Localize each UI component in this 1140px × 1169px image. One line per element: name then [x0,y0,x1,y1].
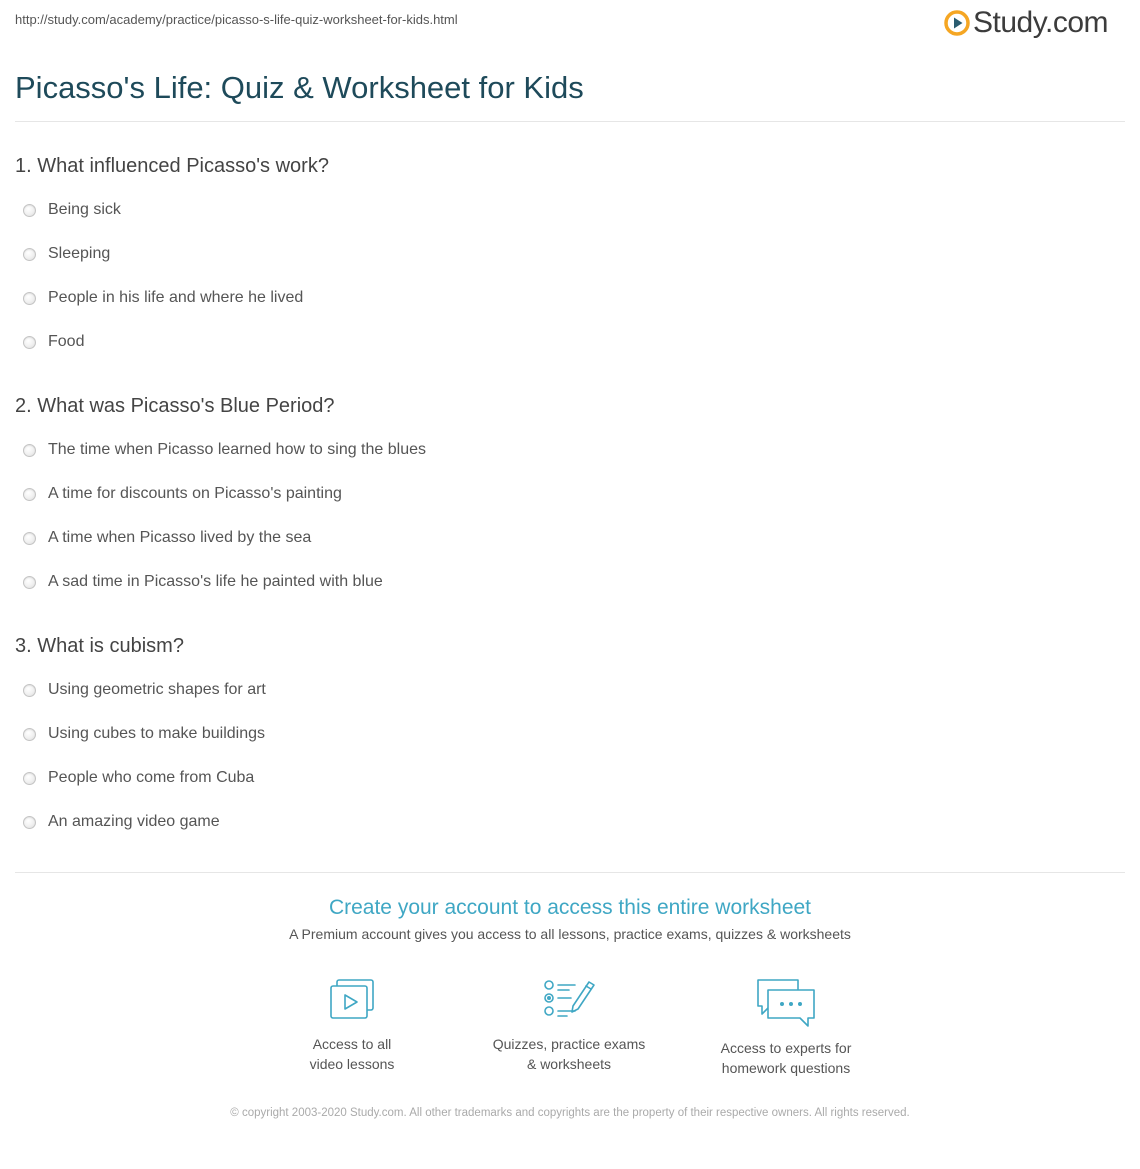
answer-option[interactable] [23,725,265,743]
copyright-footer: © copyright 2003-2020 Study.com. All other trademarks and copyrights are the property of their respective owners. All rights reserved. [230,1107,910,1119]
answer-option[interactable] [23,289,303,307]
radio-button[interactable] [23,336,36,349]
radio-button[interactable] [23,816,36,829]
question-3: 3. What is cubism? [15,635,184,657]
feature-label: homework questions [721,1060,851,1076]
page-title: Picasso's Life: Quiz & Worksheet for Kids [15,70,584,105]
feature-label: Quizzes, practice exams [492,1036,646,1052]
study-logo[interactable] [944,6,1108,40]
quiz-checklist-icon [541,976,597,1024]
answer-label: People who come from Cuba [48,769,255,786]
radio-button[interactable] [23,248,36,261]
answer-option[interactable] [23,333,84,351]
radio-button[interactable] [23,684,36,697]
video-lessons-icon [326,976,378,1024]
feature-quizzes [469,976,669,1074]
answer-option[interactable] [23,813,220,831]
feature-label: Access to all [312,1036,392,1052]
page-url: http://study.com/academy/practice/picasso-s-life-quiz-worksheet-for-kids.html [15,12,458,27]
radio-button[interactable] [23,292,36,305]
radio-button[interactable] [23,444,36,457]
top-bar [0,0,1140,60]
radio-button[interactable] [23,772,36,785]
cta-subtitle: A Premium account gives you access to all lessons, practice exams, quizzes & worksheets [289,926,851,942]
answer-label: A sad time in Picasso's life he painted with blue [48,573,383,590]
question-2: 2. What was Picasso's Blue Period? [15,395,335,417]
answer-label: A time when Picasso lived by the sea [48,529,312,546]
answer-label: Being sick [48,201,121,218]
chat-bubbles-icon [754,976,818,1028]
radio-button[interactable] [23,488,36,501]
radio-button[interactable] [23,576,36,589]
radio-button[interactable] [23,204,36,217]
answer-label: An amazing video game [48,813,220,830]
answer-option[interactable] [23,769,254,787]
answer-option[interactable] [23,441,426,459]
feature-experts [686,976,886,1078]
question-1: 1. What influenced Picasso's work? [15,155,329,177]
answer-label: Food [48,333,85,350]
feature-label: video lessons [309,1056,395,1072]
answer-option[interactable] [23,681,266,699]
radio-button[interactable] [23,532,36,545]
answer-option[interactable] [23,573,383,591]
logo-text: Study.com [973,6,1108,39]
divider [15,872,1125,873]
feature-video-lessons [252,976,452,1074]
answer-option[interactable] [23,201,121,219]
answer-label: Sleeping [48,245,111,262]
feature-label: Access to experts for [720,1040,852,1056]
create-account-link[interactable]: Create your account to access this entire worksheet [328,896,812,919]
feature-label: & worksheets [526,1056,612,1072]
answer-label: A time for discounts on Picasso's painting [48,485,342,502]
answer-label: Using geometric shapes for art [48,681,266,698]
radio-button[interactable] [23,728,36,741]
answer-label: Using cubes to make buildings [48,725,266,742]
answer-label: The time when Picasso learned how to sing the blues [48,441,426,458]
answer-label: People in his life and where he lived [48,289,304,306]
play-circle-icon [944,10,970,36]
answer-option[interactable] [23,529,311,547]
answer-option[interactable] [23,485,342,503]
answer-option[interactable] [23,245,110,263]
divider [15,121,1125,122]
